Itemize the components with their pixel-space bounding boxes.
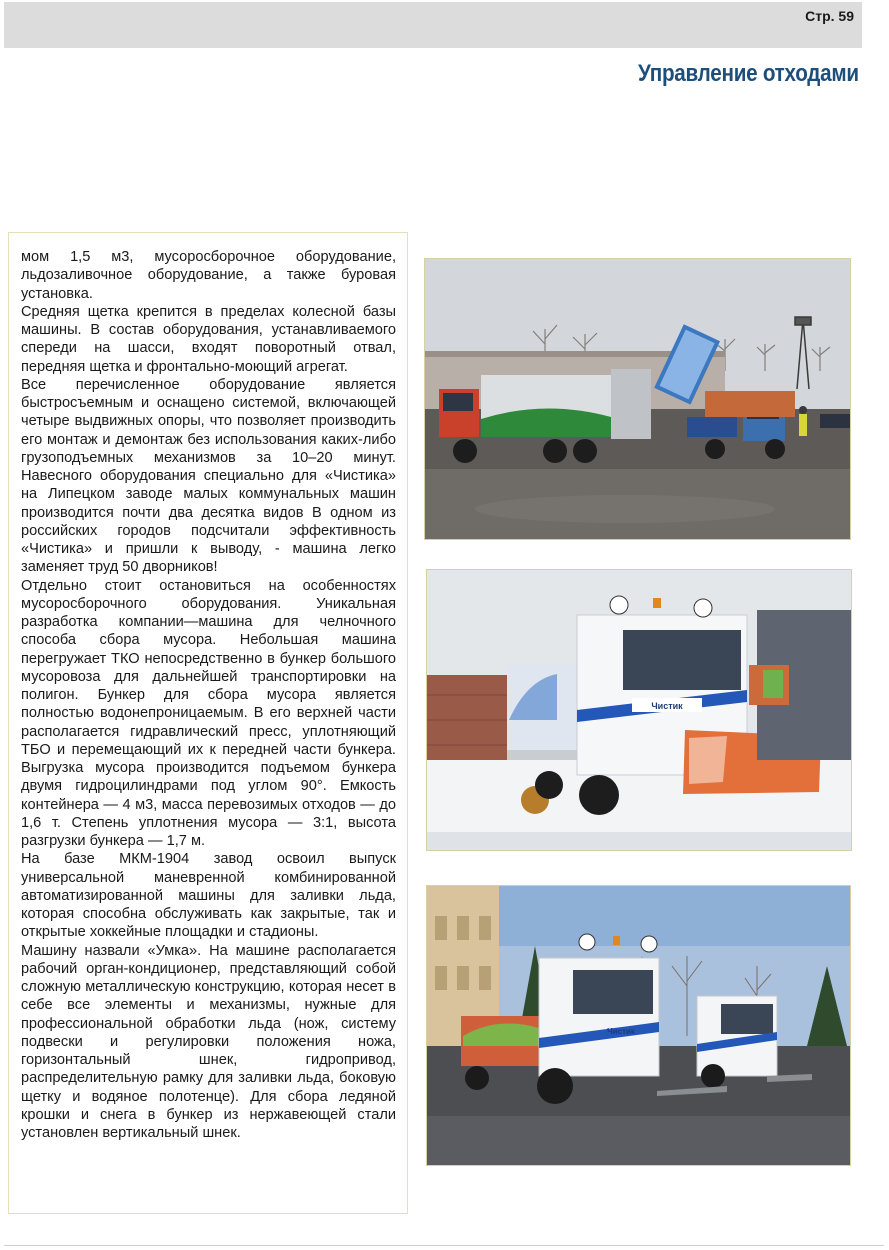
article-text bbox=[21, 248, 396, 1142]
bottom-rule bbox=[4, 1245, 884, 1246]
article-paragraph: Средняя щетка крепится в пределах колесной базы машины. В состав оборудования, устанавливаемого спереди на шасси, входят поворотный отвал, передняя щетка и фронтально-моющий агрегат. bbox=[21, 303, 396, 375]
article-paragraph: Отдельно стоит остановиться на особенностях мусоросборочного оборудования. Уникальная разработка компании—машина для челночного способа сбора мусора. Небольшая машина перегружает ТКО непосредственно в бункер большого мусоровоза для дальнейшей транспортировки на полигон. Бункер для сбора мусора является полностью водонепроницаемым. В его верхней части располагается гидравлический пресс, уплотняющий ТБО и перемещающий их к передней части бункера. Выгрузка мусора производится подъемом бункера двумя гидроцилиндрами под углом 90°. Емкость контейнера — 4 м3, масса перевозимых отходов — до 1,6 т. Степень уплотнения мусора — 3:1, высота разгрузки бункера — 1,7 м. bbox=[21, 577, 396, 849]
section-title: Управление отходами bbox=[638, 60, 859, 87]
photo-garbage-truck-unloading bbox=[424, 258, 851, 540]
photo-cab-text-2: Чистик bbox=[607, 1027, 635, 1036]
article-paragraph: На базе МКМ-1904 завод освоил выпуск универсальной маневренной комбинированной автоматизированной машины для заливки льда, которая способна обслуживать как закрытые, так и открытые хоккейные площадки и стадионы. bbox=[21, 851, 396, 941]
photo-snowplow-machine bbox=[426, 569, 852, 851]
photo-cab-text: Чистик bbox=[651, 701, 683, 711]
article-paragraph: Машину назвали «Умка». На машине располагается рабочий орган-кондиционер, представляющий собой сложную металлическую конструкцию, которая несет в себе все элементы и механизмы, нужные для профессиональной обработки льда (нож, систему подвески и регулировки положения ножа, горизонтальный шнек, гидропривод, распределительную рамку для заливки льда, боковую щетку и водяное полотенце). Для сбора ледяной крошки и снега в бункер из нержавеющей стали установлен вертикальный шнек. bbox=[21, 942, 396, 1141]
article-paragraph: мом 1,5 м3, мусоросборочное оборудование, льдозаливочное оборудование, а также буровая установка. bbox=[21, 249, 396, 302]
page-number: Стр. 59 bbox=[805, 8, 854, 24]
photo-ice-machines bbox=[426, 885, 851, 1166]
article-paragraph: Все перечисленное оборудование является быстросъемным и оснащено системой, включающей четыре выдвижных опоры, что позволяет производить его монтаж и демонтаж без использования каких-либо грузоподъемных механизмов за 10–20 минут. Навесного оборудования специально для «Чистика» на Липецком заводе малых коммунальных машин производится почти два десятка видов В одном из российских городов подсчитали эффективность «Чистика» и пришли к выводу, - машина легко заменяет труд 50 дворников! bbox=[21, 376, 396, 576]
header-bar bbox=[4, 2, 862, 48]
